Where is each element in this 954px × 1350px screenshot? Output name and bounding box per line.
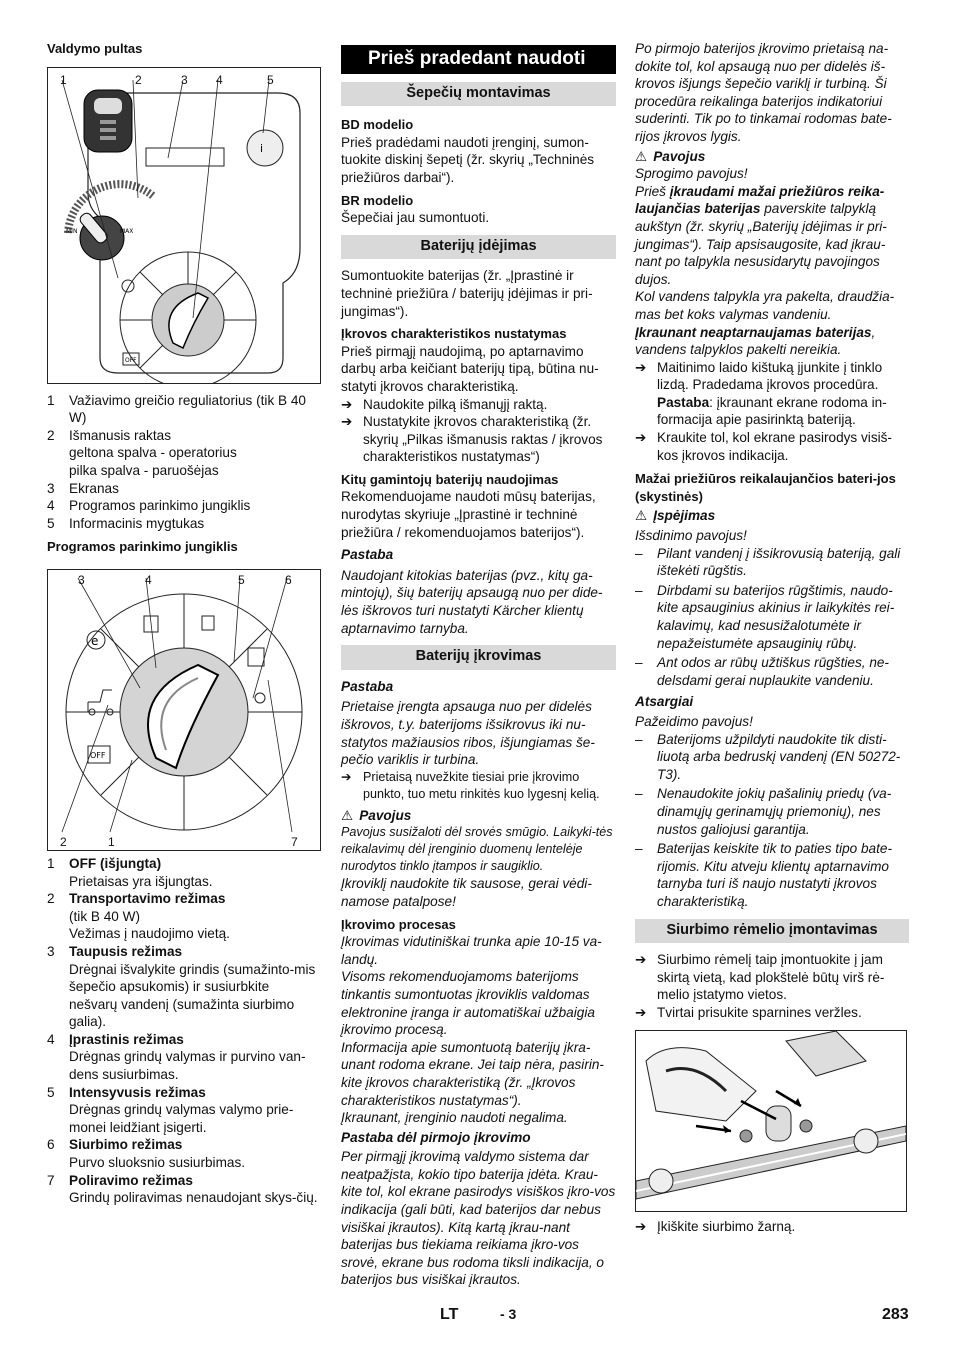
charging-process-text-3: Informacija apie sumontuotą baterijų įkra-unant rodoma ekrane. Jei taip nėra, pasirin-kite įkrovos charakteristiką (žr. „Įkrovos charakteristikos nustatymas“). [341,1039,604,1108]
column-2 [341,45,616,1289]
legend-item: 3 Taupusis režimas Drėgnai išvalykite grindis (sumažinto-mis šepečio apsukomis) ir susiurbkite nešvarų vandenį (sumažinta siurbimo galia). [47,943,316,1030]
danger-heading: ⚠ Pavojus [341,807,412,823]
callout-5: 5 [238,572,245,587]
br-text: Šepečiai jau sumontuoti. [341,210,490,226]
svg-text:i: i [260,141,264,155]
heading-program-selector: Programos parinkimo jungiklis [47,539,238,555]
legend-item: geltona spalva - operatorius [69,445,237,461]
charging-process-text-2: Visoms rekomenduojamoms baterijoms tinkantis sumontuotas įkroviklis valdomas elektronine įranga ir automatiškai užbaigia įkrovimo procesą. [341,969,595,1038]
dash-item: – Dirbdami su baterijos rūgštimis, naudo-kite apsauginius akinius ir laikykitės rei-kalavimų, kad nesusižalotumėte ir nepažeistumėte apsauginių rūbų. [635,582,895,651]
step-item: ➔ Siurbimo rėmelį taip įmontuokite į jam skirtą vietą, kad plokštelė būtų virš rė-melio įstatymo vietos. [635,952,885,1003]
column-1 [47,40,320,1207]
control-panel-figure [47,67,321,384]
legend-item: pilka spalva - paruošėjas [69,462,219,478]
charging-process-text-4: Įkraunant, įrenginio naudoti negalima. [341,1110,568,1126]
charge-char-text: Prieš pirmąjį naudojimą, po aptarnavimo darbų arba keičiant baterijų tipą, būtina nu-statyti įkrovos charakteristiką. [341,343,599,394]
caution-text: Pažeidimo pavojus! [635,713,753,729]
warning-triangle-icon: ⚠ [635,508,648,524]
legend-item: 5 Informacinis mygtukas [47,515,205,531]
warning-heading: ⚠ Įspėjimas [635,508,716,524]
dash-item: – Pilant vandenį į išsikrovusią bateriją, gali ištekėti rūgštis. [635,545,901,579]
callout-1: 1 [108,834,115,849]
first-charge-cont: Po pirmojo baterijos įkrovimo prietaisą na-dokite tol, kol apsaugą nuo per didelės iš-krovos išjungs šepečio variklį ir turbiną. Ši procedūra reikalinga baterijos indikatoriui suderinti. Tik po to tinkamai rodomas bate-rijos įkrovos lygis. [635,41,892,144]
program-selector-figure [47,569,321,851]
squeegee-drawing [636,1031,906,1211]
step-item: ➔ Naudokite pilką išmanųjį raktą. [341,396,548,412]
callout-4: 4 [216,72,223,87]
subsection-brushes: Šepečių montavimas [341,82,616,107]
note-heading: Pastaba [341,547,394,563]
section-title: Prieš pradedant naudoti [341,45,616,74]
svg-text:e: e [91,633,99,648]
callout-6: 6 [285,572,292,587]
other-batteries-heading: Kitų gamintojų baterijų naudojimas [341,471,559,487]
charge-char-heading: Įkrovos charakteristikos nustatymas [341,326,567,342]
callout-2: 2 [60,834,67,849]
callout-4: 4 [145,572,152,587]
step-item: ➔ Maitinimo laido kištuką įjunkite į tinklo lizdą. Pradedama įkrovos procedūra. Pastaba: įkraunant ekrane rodoma in-formacija apie pasirinktą bateriją. [635,359,887,428]
legend-item: 1 Važiavimo greičio reguliatorius (tik B 40 W) [47,392,306,426]
other-batteries-text: Rekomenduojame naudoti mūsų baterijas, nurodytas skyriuje „Įprastinė ir techninė priežiūra / rekomenduojamos baterijos“). [341,489,596,540]
low-maintenance-heading: Mažai priežiūros reikalaujančios bateri-jos (skystinės) [635,471,896,504]
callout-5: 5 [267,72,274,87]
squeegee-figure [635,1030,907,1212]
battery-text: Sumontuokite baterijas (žr. „Įprastinė ir techninė priežiūra / baterijų įdėjimas ir pri-jungimas“). [341,268,593,319]
subsection-battery-insert: Baterijų įdėjimas [341,235,616,260]
callout-1: 1 [60,72,67,87]
heading-control-panel: Valdymo pultas [47,41,143,56]
callout-3: 3 [181,72,188,87]
danger-text-2: Prieš įkraudami mažai priežiūros reika-laujančias baterijas paverskite talpyklą aukštyn (žr. skyrių „Baterijų įdėjimas ir pri-jungimas“). Taip apsisaugosite, kad įkrau-nant po talpykla nesusidarytų pavojingos dujos. [635,183,887,287]
step-item: ➔ Tvirtai prisukite sparnines veržles. [635,1004,862,1020]
danger-heading: ⚠ Pavojus [635,148,706,164]
off-label: OFF [90,750,106,760]
legend-item: 6 Siurbimo režimas Purvo sluoksnio susiurbimas. [47,1137,246,1171]
dash-item: – Baterijas keiskite tik to paties tipo bate-rijomis. Kitu atveju klientų aptarnavimo tarnyba turi iš naujo nustatyti įkrovos charakteristiką. [635,841,892,909]
max-label: MAX [120,227,134,235]
danger-text: Pavojus susižaloti dėl srovės smūgio. Laikyki-tės reikalavimų dėl įrenginio duomenų lentelėje nurodytos tinklo įtampos ir saugiklio. [341,825,613,874]
bd-heading: BD modelio [341,117,414,133]
legend-item: 3 Ekranas [47,480,119,496]
legend-item: 4 Programos parinkimo jungiklis [47,498,251,514]
column-3 [635,40,909,1236]
legend-item: 2 Išmanusis raktas [47,427,171,443]
subsection-battery-charging: Baterijų įkrovimas [341,645,616,670]
dash-item: – Nenaudokite jokių pašalinių priedų (va-dinamųjų gerinamųjų priemonių), nes nustos galiojusi garantija. [635,786,892,837]
danger-text-3: Kol vandens talpykla yra pakelta, draudžia-mas bet koks valymas vandeniu. [635,289,895,322]
dash-item: – Ant odos ar rūbų užtiškus rūgšties, ne-delsdami gerai nuplaukite vandeniu. [635,655,889,688]
step-item: ➔ Kraukite tol, kol ekrane pasirodys visiš-kos įkrovos indikacija. [635,430,892,463]
callout-7: 7 [291,834,298,849]
charging-process-heading: Įkrovimo procesas [341,916,456,932]
caution-heading: Atsargiai [635,694,694,710]
legend-item: 1 OFF (išjungta) Prietaisas yra išjungtas. [47,855,213,889]
warning-triangle-icon: ⚠ [341,807,354,823]
step-item: ➔ Nustatykite įkrovos charakteristiką (žr. skyrių „Pilkas išmanusis raktas / įkrovos charakteristikos nustatymas“) [341,414,603,465]
warning-triangle-icon: ⚠ [635,148,648,164]
off-label: OFF [125,356,137,364]
danger-text-2: Įkroviklį naudokite tik sausose, gerai vėdi-namose patalpose! [341,876,592,909]
bd-text: Prieš pradėdami naudoti įrenginį, sumon-tuokite diskinį šepetį (žr. skyrių „Techninės priežiūros darbai“). [341,134,595,185]
note-text: Prietaise įrengta apsauga nuo per didelės iškrovos, t.y. baterijoms išsikrovus iki nu-statytos mažiausios ribos, išjungiamas še-pečio variklis ir turbina. [341,699,595,768]
danger-text-4: Įkraunant neaptarnaujamas baterijas, vandens talpyklos pakelti nereikia. [635,324,876,358]
step-item: ➔ Įkiškite siurbimo žarną. [635,1219,796,1235]
note-text: Naudojant kitokias baterijas (pvz., kitų ga-mintojų), šių baterijų apsaugą nuo per dide-lės iškrovos turi nustatyti Kärcher klientų aptarnavimo tarnyba. [341,567,603,636]
legend-item: 2 Transportavimo režimas (tik B 40 W) Vežimas į naudojimo vietą. [47,891,230,942]
charging-process-text: Įkrovimas vidutiniškai trunka apie 10-15 va-landų. [341,934,602,967]
program-selector-drawing [48,570,320,850]
footer-language: LT [440,1306,459,1323]
br-heading: BR modelio [341,192,414,208]
min-label: MIN [66,227,78,235]
subsection-squeegee: Siurbimo rėmelio įmontavimas [635,919,909,944]
footer-page-index: - 3 [500,1306,517,1322]
callout-3: 3 [78,572,85,587]
callout-2: 2 [135,72,142,87]
warning-text: Išsdinimo pavojus! [635,528,747,544]
footer-page-number: 283 [882,1306,909,1323]
program-selector-legend [47,855,320,1207]
control-panel-legend [47,392,320,533]
step-item: ➔ Prietaisą nuvežkite tiesiai prie įkrovimo punkto, tuo metu rinkitės kuo lygesnį kelią. [341,769,600,801]
legend-item: 4 Įprastinis režimas Drėgnas grindų valymas ir purvino van-dens susiurbimas. [47,1031,306,1083]
first-charge-text: Per pirmąjį įkrovimą valdymo sistema dar neatpažįsta, kokio tipo baterija įdėta. Krau-kite tol, kol ekrane pasirodys visiškos įkro-vos indikacija (gali būti, kad baterijos dar nebus visiškai įkrautos). Kitą kartą įkrau-nant baterijas bus tiekiama reikiama įkro-vos srovė, ekrane bus rodoma tiksli indikacija, o baterijos bus visiškai įkrautos. [341,1149,616,1288]
legend-item: 5 Intensyvusis režimas Drėgnas grindų valymas valymo prie-monei leidžiant įsigerti. [47,1084,294,1135]
dash-item: – Baterijoms užpildyti naudokite tik disti-liuotą arba bedruskį vandenį (EN 50272-T3). [635,731,901,782]
control-panel-drawing [48,68,320,383]
note-heading: Pastaba [341,678,394,694]
danger-text: Sprogimo pavojus! [635,166,748,182]
legend-item: 7 Poliravimo režimas Grindų poliravimas nenaudojant skys-čių. [47,1172,318,1206]
first-charge-heading: Pastaba dėl pirmojo įkrovimo [341,1129,531,1145]
